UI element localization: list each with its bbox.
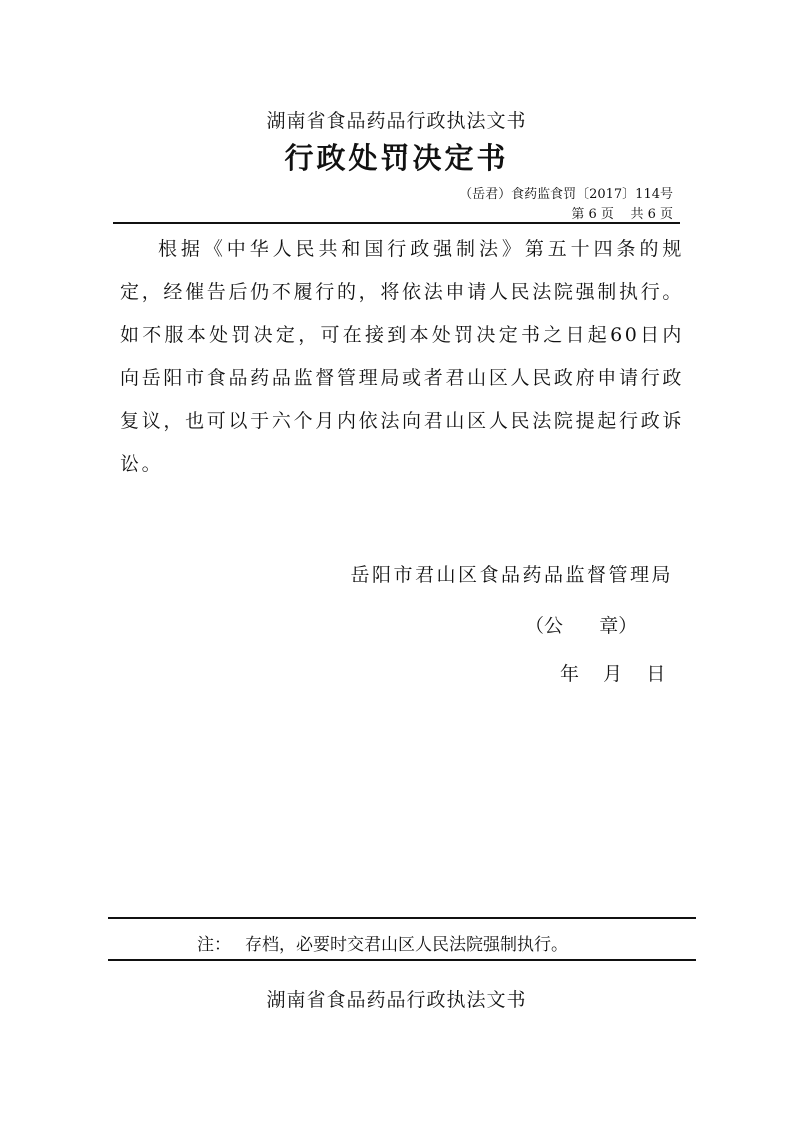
note-label: 注： bbox=[197, 935, 231, 955]
note-divider-top bbox=[108, 917, 696, 919]
page-indicator: 第 6 页 共 6 页 bbox=[571, 207, 673, 222]
note-divider-bottom bbox=[108, 959, 696, 961]
footer-series-title: 湖南省食品药品行政执法文书 bbox=[266, 989, 527, 1011]
document-number: （岳君）食药监食罚〔2017〕114号 bbox=[459, 187, 673, 202]
seal-placeholder: （公 章） bbox=[525, 615, 638, 637]
document-series-title: 湖南省食品药品行政执法文书 bbox=[266, 110, 527, 132]
body-section bbox=[120, 228, 684, 486]
date-line: 年 月 日 bbox=[560, 663, 666, 685]
header-divider bbox=[113, 222, 680, 224]
body-paragraph: 根据《中华人民共和国行政强制法》第五十四条的规定，经催告后仍不履行的，将依法申请人民法院强制执行。如不服本处罚决定，可在接到本处罚决定书之日起60日内向岳阳市食品药品监督管理局或者君山区人民政府申请行政复议，也可以于六个月内依法向君山区人民法院提起行政诉讼。 bbox=[120, 238, 684, 475]
issuing-authority: 岳阳市君山区食品药品监督管理局 bbox=[350, 564, 673, 586]
document-title: 行政处罚决定书 bbox=[284, 141, 509, 175]
note-text: 存档，必要时交君山区人民法院强制执行。 bbox=[245, 935, 568, 955]
